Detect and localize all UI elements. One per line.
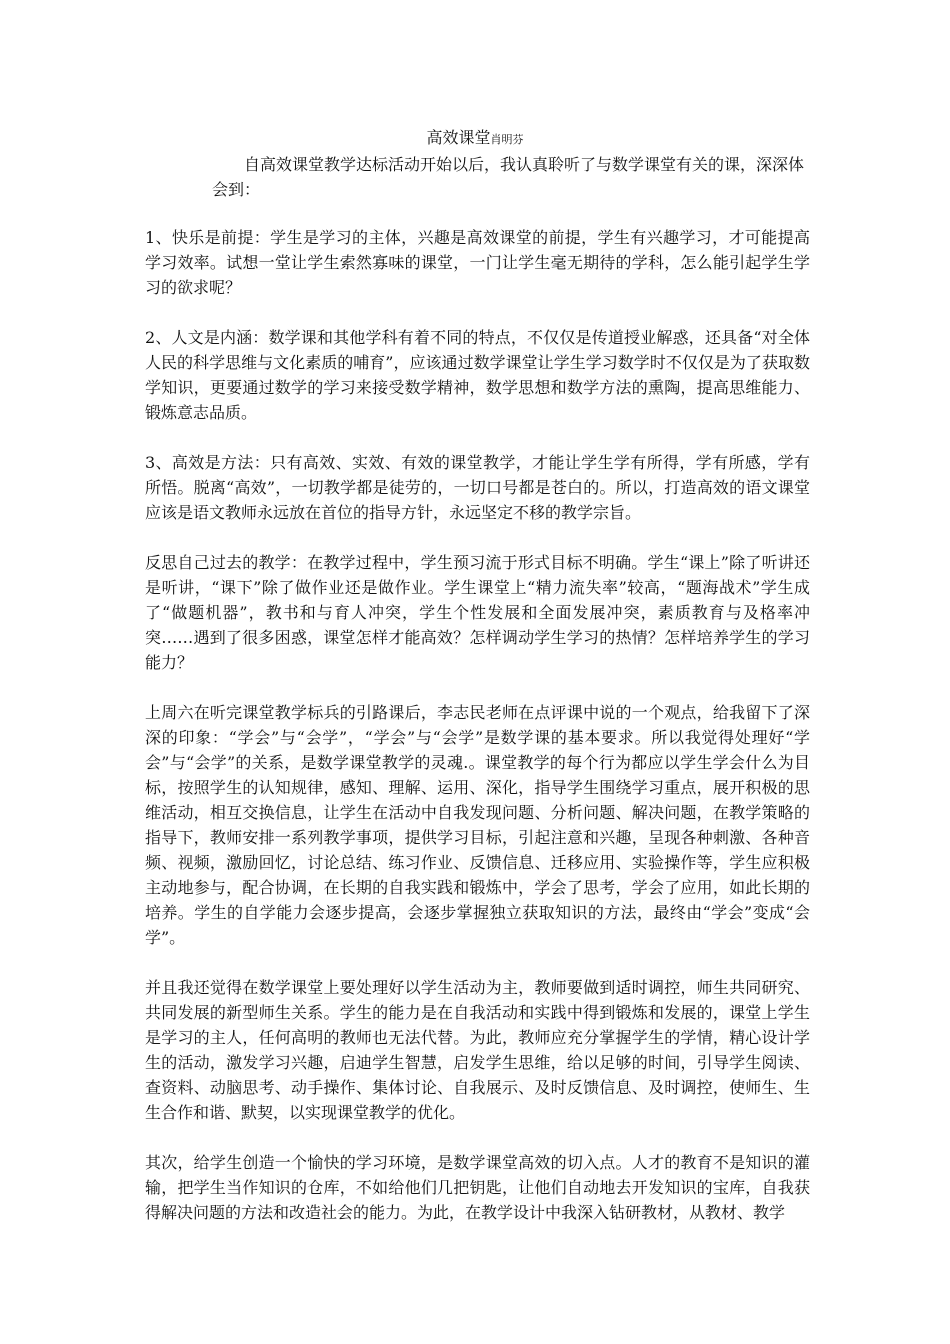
title-line [0,126,950,152]
paragraph-observation: 上周六在听完课堂教学标兵的引路课后，李志民老师在点评课中说的一个观点，给我留下了深深的印象：“学会”与“会学”，“学会”与“会学”是数学课的基本要求。所以我觉得处理好“学会”与“会学”的关系，是数学课堂教学的灵魂.。课堂教学的每个行为都应以学生学会什么为目标，按照学生的认知规律，感知、理解、运用、深化，指导学生围绕学习重点，展开积极的思维活动，相互交换信息，让学生在活动中自我发现问题、分析问题、解决问题，在教学策略的指导下，教师安排一系列教学事项，提供学习目标，引起注意和兴趣，呈现各种刺激、各种音频、视频，激励回忆，讨论总结、练习作业、反馈信息、迁移应用、实验操作等，学生应积极主动地参与，配合协调，在长期的自我实践和锻炼中，学会了思考，学会了应用，如此长期的培养。学生的自学能力会逐步提高，会逐步掌握独立获取知识的方法，最终由“学会”变成“会学”。 [145,703,810,947]
paragraph-point-1: 1、快乐是前提：学生是学习的主体，兴趣是高效课堂的前提，学生有兴趣学习，才可能提高学习效率。试想一堂让学生索然寡味的课堂，一门让学生毫无期待的学科，怎么能引起学生学习的欲求呢？ [145,228,810,297]
intro-paragraph: 自高效课堂教学达标活动开始以后，我认真聆听了与数学课堂有关的课，深深体会到： [212,155,805,199]
document-author: 肖明芬 [490,133,524,146]
paragraph-point-3: 3、高效是方法：只有高效、实效、有效的课堂教学，才能让学生学有所得，学有所感，学有所悟。脱离“高效”，一切教学都是徒劳的，一切口号都是苍白的。所以，打造高效的语文课堂应该是语文教师永远放在首位的指导方针，永远坚定不移的教学宗旨。 [145,453,810,522]
paragraph-reflection: 反思自己过去的教学：在教学过程中，学生预习流于形式目标不明确。学生“课上”除了听讲还是听讲，“课下”除了做作业还是做作业。学生课堂上“精力流失率”较高，“题海战术”学生成了“做题机器”，教书和与育人冲突，学生个性发展和全面发展冲突，素质教育与及格率冲突……遇到了很多困惑，课堂怎样才能高效？怎样调动学生学习的热情？怎样培养学生的学习能力？ [145,553,810,672]
paragraph-teacher-student: 并且我还觉得在数学课堂上要处理好以学生活动为主，教师要做到适时调控，师生共同研究、共同发展的新型师生关系。学生的能力是在自我活动和实践中得到锻炼和发展的，课堂上学生是学习的主人，任何高明的教师也无法代替。为此，教师应充分掌握学生的学情，精心设计学生的活动，激发学习兴趣，启迪学生智慧，启发学生思维，给以足够的时间，引导学生阅读、查资料、动脑思考、动手操作、集体讨论、自我展示、及时反馈信息、及时调控，使师生、生生合作和谐、默契，以实现课堂教学的优化。 [145,978,810,1122]
paragraph-environment: 其次，给学生创造一个愉快的学习环境，是数学课堂高效的切入点。人才的教育不是知识的灌输，把学生当作知识的仓库，不如给他们几把钥匙，让他们自动地去开发知识的宝库，自我获得解决问题的方法和改造社会的能力。为此，在教学设计中我深入钻研教材，从教材、教学 [145,1153,810,1222]
document-body [145,225,810,1250]
document-title: 高效课堂 [426,128,491,147]
paragraph-point-2: 2、人文是内涵：数学课和其他学科有着不同的特点，不仅仅是传道授业解惑，还具备“对全体人民的科学思维与文化素质的哺育”，应该通过数学课堂让学生学习数学时不仅仅是为了获取数学知识，更要通过数学的学习来接受数学精神，数学思想和数学方法的熏陶，提高思维能力、锻炼意志品质。 [145,328,810,422]
